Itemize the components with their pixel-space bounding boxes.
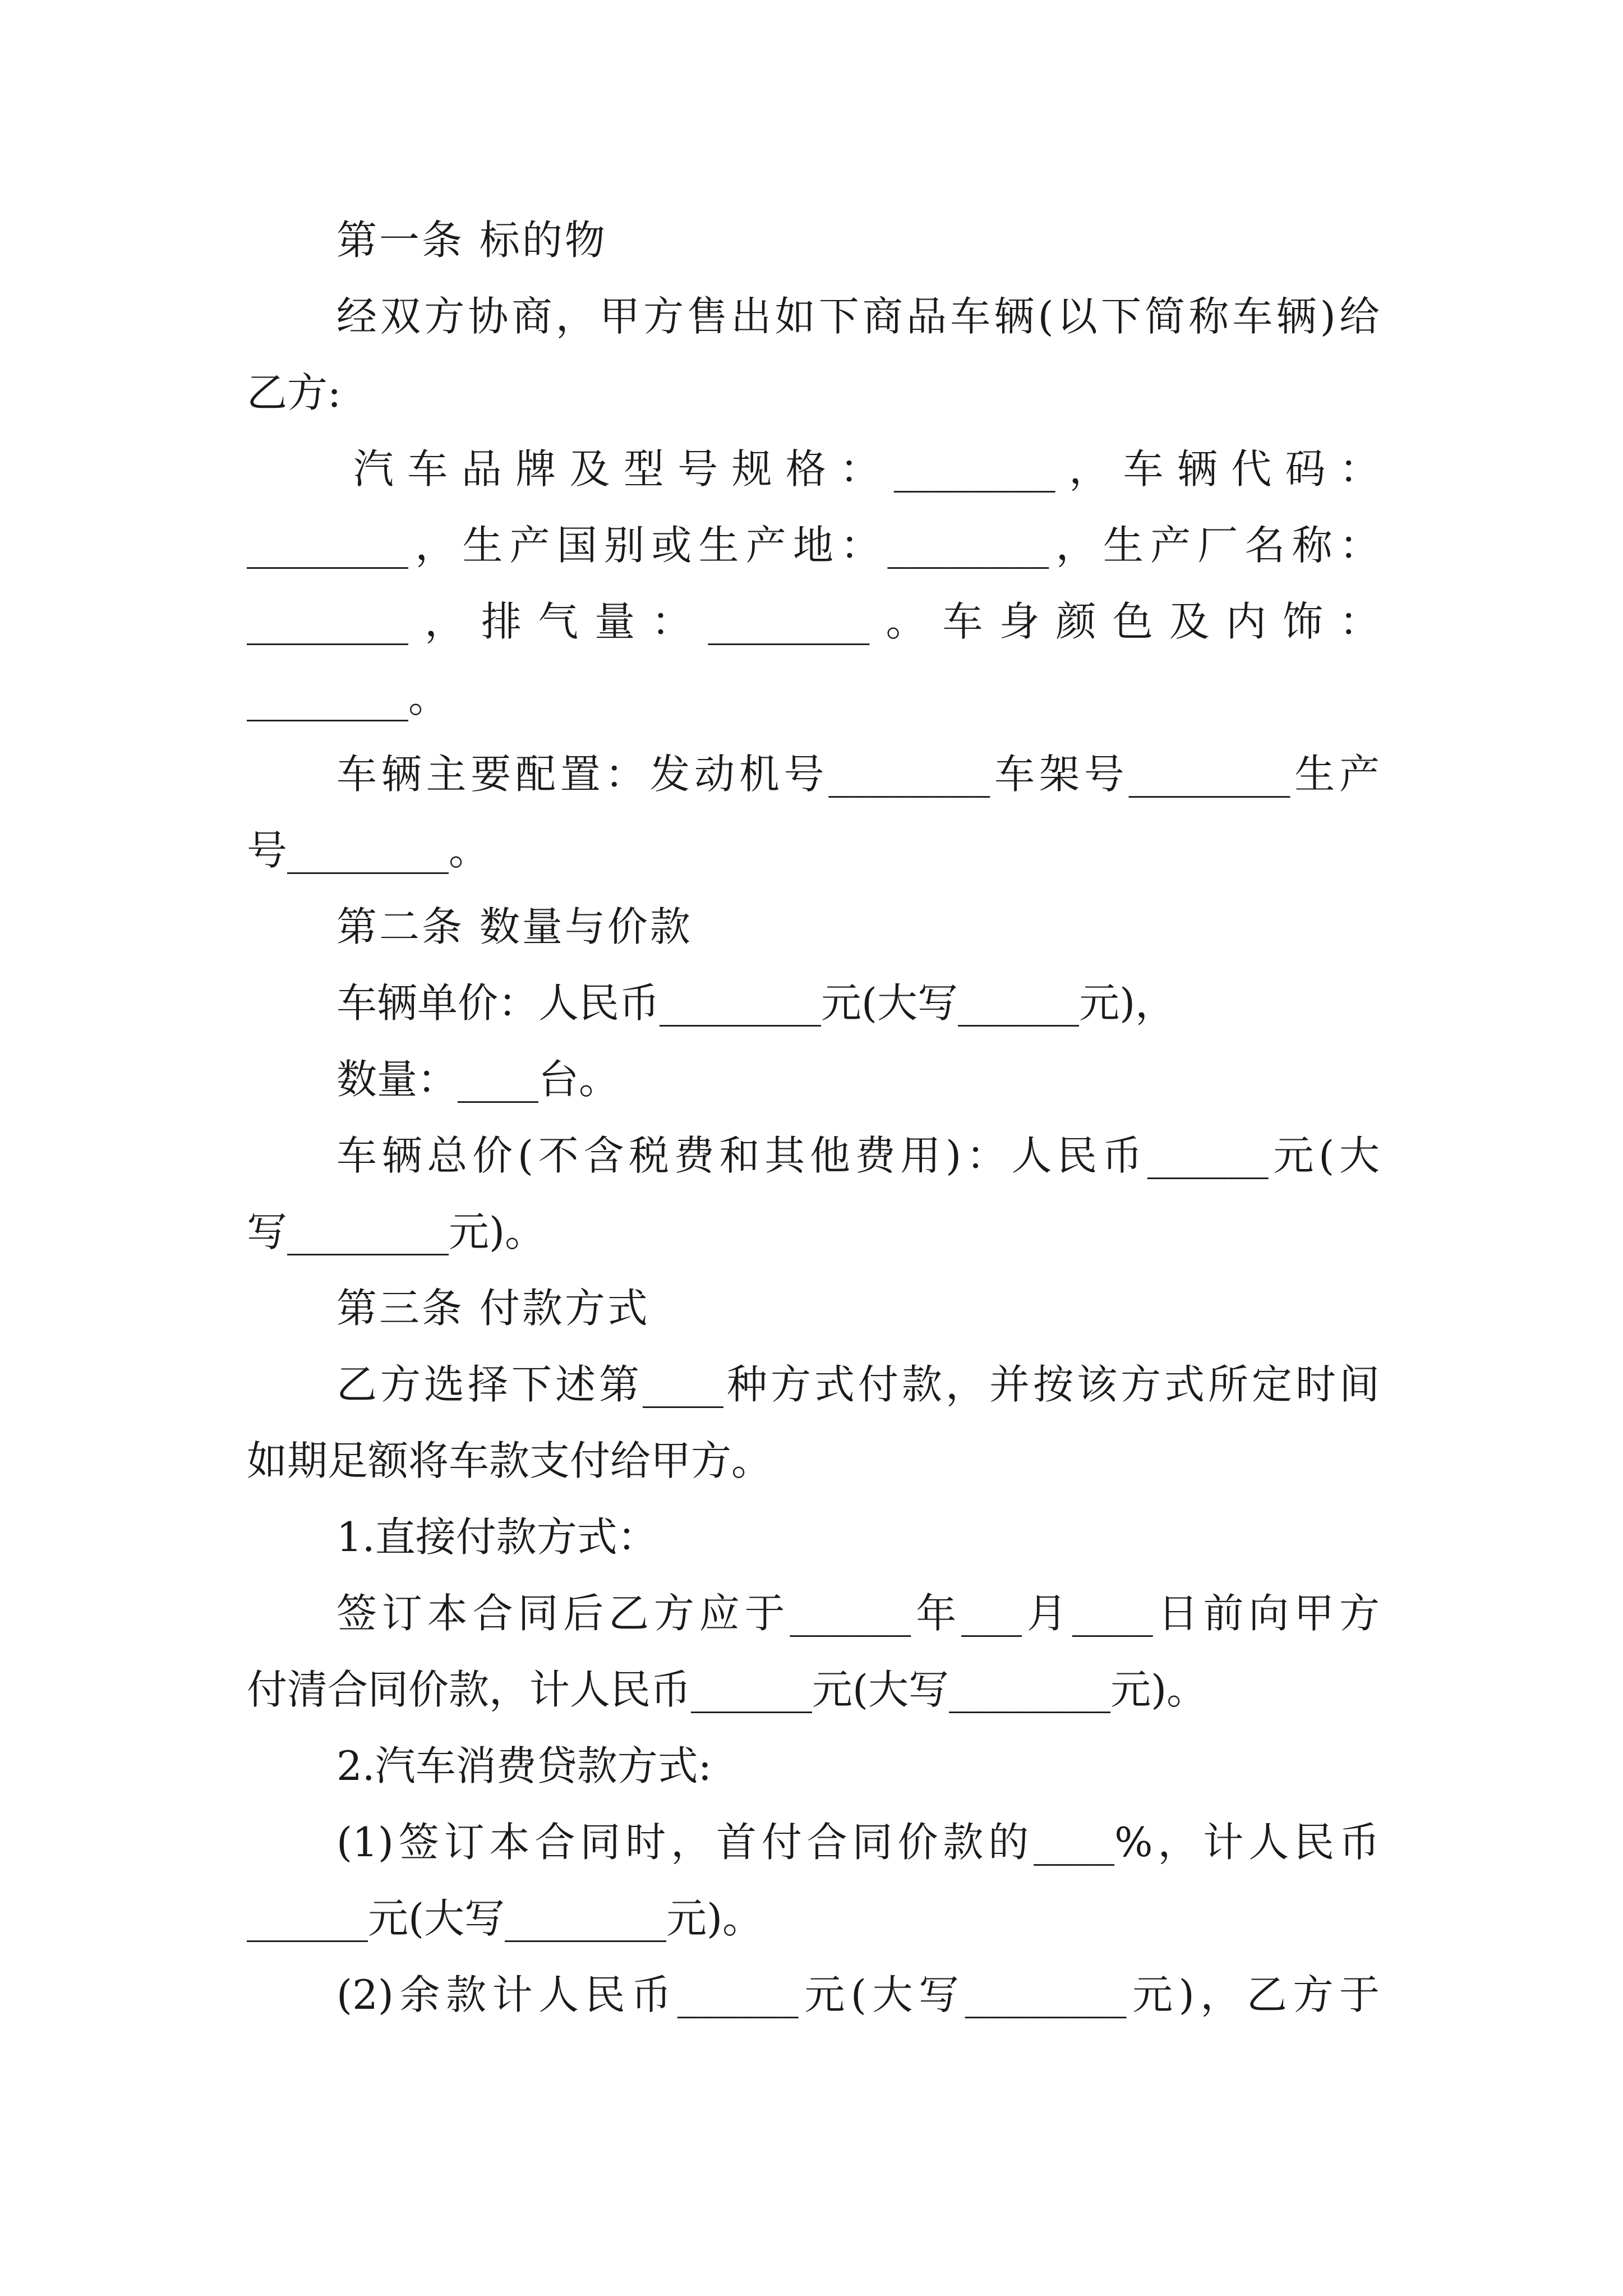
paragraph-line: 车辆总价(不含税费和其他费用)：人民币______元(大 xyxy=(336,1132,1380,1179)
paragraph-line: 乙方选择下述第____种方式付款，并按该方式所定时间 xyxy=(336,1361,1380,1408)
article-1-heading: 第一条 标的物 xyxy=(336,217,607,264)
paragraph-line: 2.汽车消费贷款方式: xyxy=(336,1742,712,1789)
paragraph-line: 车辆主要配置：发动机号________车架号________生产 xyxy=(336,751,1380,798)
paragraph-line: (1)签订本合同时，首付合同价款的____%，计人民币 xyxy=(336,1819,1380,1866)
document-body xyxy=(247,202,1380,2033)
paragraph-line: 经双方协商，甲方售出如下商品车辆(以下简称车辆)给 xyxy=(336,293,1380,340)
paragraph-line: ________。 xyxy=(247,674,449,721)
paragraph-line: 写________元)。 xyxy=(247,1208,546,1255)
paragraph-line: 号________。 xyxy=(247,827,490,874)
paragraph-line: (2)余款计人民币______元(大写________元)，乙方于 xyxy=(336,1971,1380,2018)
paragraph-line: 汽车品牌及型号规格：________，车辆代码： xyxy=(353,445,1380,493)
paragraph-line: 签订本合同后乙方应于______年___月____日前向甲方 xyxy=(336,1590,1380,1637)
article-3-heading: 第三条 付款方式 xyxy=(336,1285,650,1332)
paragraph-line: 车辆单价：人民币________元(大写______元)， xyxy=(336,979,1176,1027)
paragraph-line: ______元(大写________元)。 xyxy=(247,1895,763,1942)
paragraph-line: 数量：____台。 xyxy=(336,1056,620,1103)
paragraph-line: ________，生产国别或生产地：________，生产厂名称： xyxy=(247,522,1380,569)
article-2-heading: 第二条 数量与价款 xyxy=(336,903,693,950)
paragraph-line: 如期足额将车款支付给甲方。 xyxy=(247,1437,772,1484)
paragraph-line: ________，排气量：________。车身颜色及内饰： xyxy=(247,598,1380,645)
paragraph-line: 乙方: xyxy=(247,369,342,416)
paragraph-line: 1.直接付款方式： xyxy=(336,1513,658,1561)
paragraph-line: 付清合同价款，计人民币______元(大写________元)。 xyxy=(247,1666,1207,1713)
